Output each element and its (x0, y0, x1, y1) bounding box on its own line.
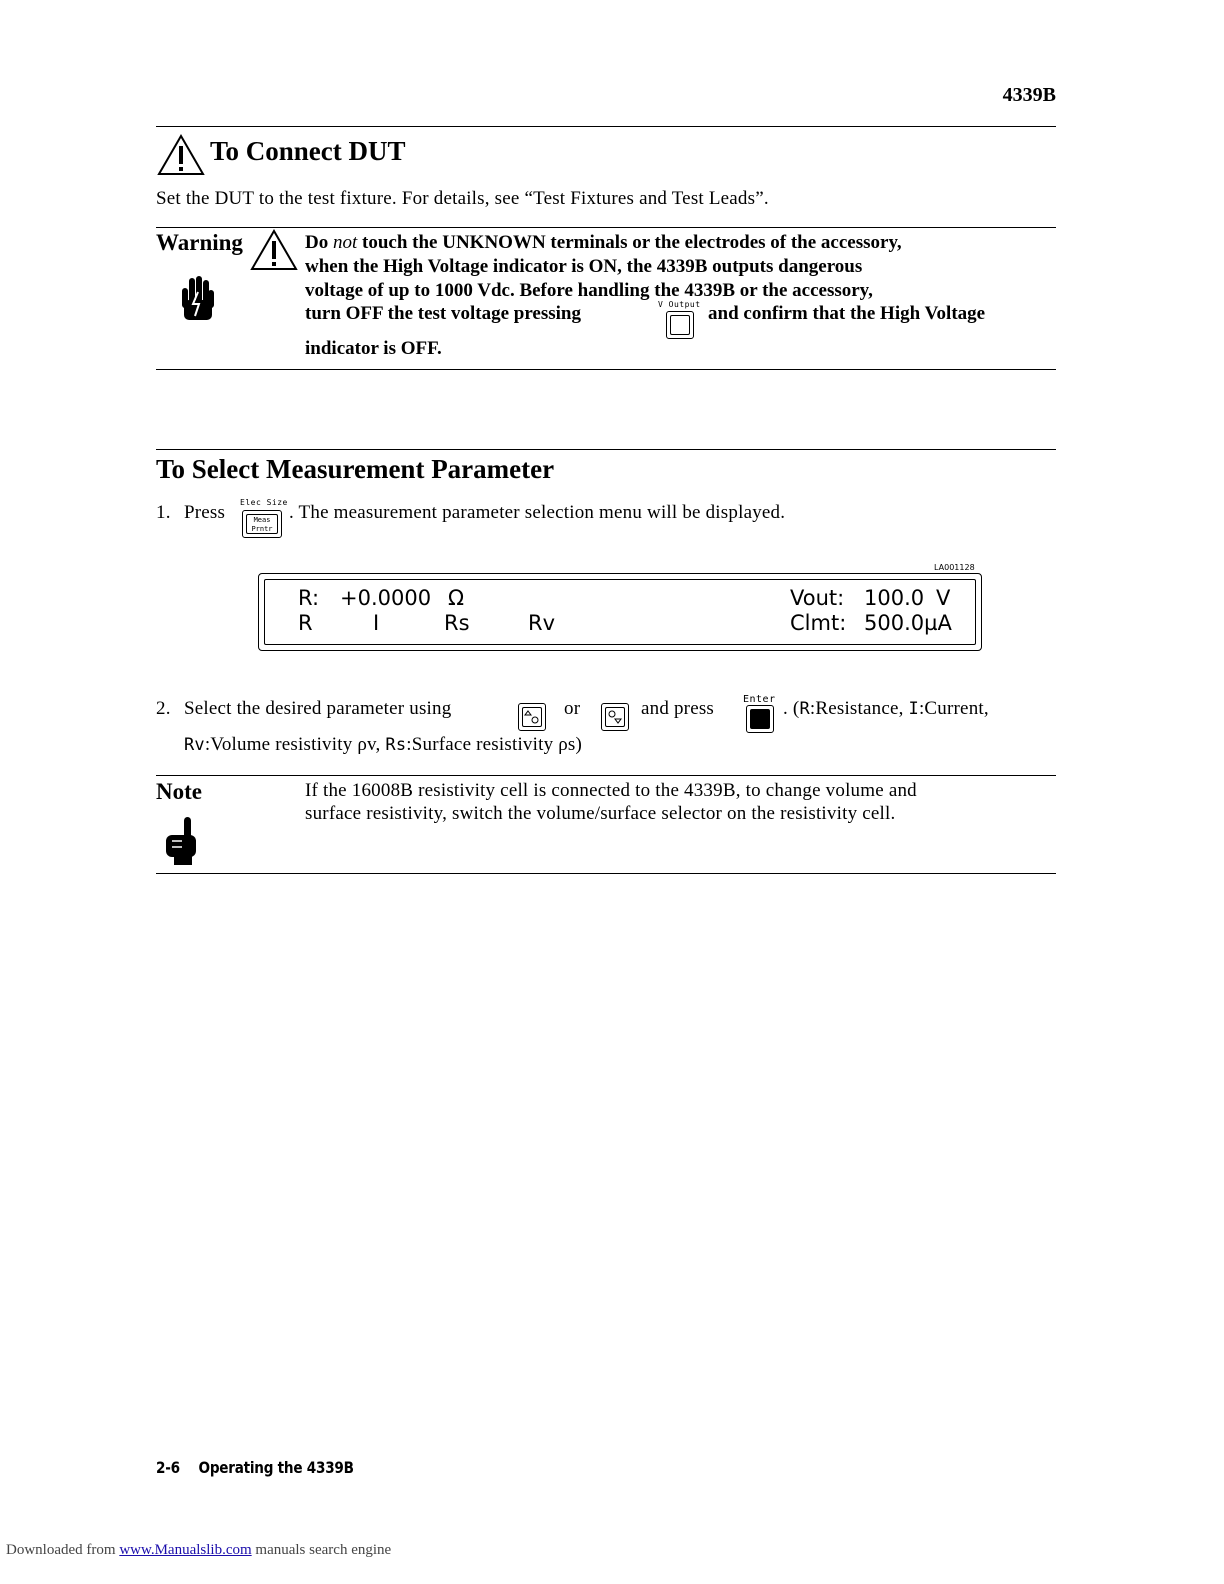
lcd-clmt-value: 500.0µA (864, 611, 952, 635)
cursor-down-key[interactable] (601, 703, 631, 733)
divider (156, 126, 1056, 127)
step-2-number: 2. (156, 698, 171, 719)
lcd-vout-unit: V (936, 586, 951, 610)
stop-hand-icon (180, 274, 216, 324)
lcd-r-label: R: (298, 586, 320, 610)
v-output-key[interactable] (658, 300, 702, 340)
meas-key-line1: Meas (253, 516, 271, 524)
page-number: 2-6 (156, 1458, 180, 1477)
warning-line-4a: turn OFF the test voltage pressing (305, 303, 582, 324)
section-title-connect-dut: To Connect DUT (210, 136, 406, 166)
step-2-definitions-2: Rv:Volume resistivity ρv, Rs:Surface resistivity ρs) (184, 734, 583, 755)
note-label: Note (156, 779, 202, 804)
page-footer (156, 1458, 354, 1477)
lcd-r-value: +0.0000 (340, 586, 432, 610)
manualslib-link[interactable]: www.Manualslib.com (119, 1542, 252, 1558)
warning-triangle-icon (250, 229, 298, 271)
meas-prntr-key[interactable] (238, 498, 286, 540)
section-body-connect-dut: Set the DUT to the test fixture. For details, see “Test Fixtures and Test Leads”. (156, 188, 769, 209)
step-1-text: . The measurement parameter selection menu will be displayed. (289, 502, 786, 523)
lcd-param-rv: Rv (528, 611, 556, 635)
warning-line-4b: and confirm that the High Voltage (708, 303, 986, 324)
v-output-key-label: V Output (658, 300, 701, 309)
lcd-clmt-label: Clmt: (790, 611, 847, 635)
step-2-text-b: and press (641, 698, 715, 719)
section-title-select-parameter: To Select Measurement Parameter (156, 454, 555, 484)
warning-line-2: when the High Voltage indicator is ON, the 4339B outputs dangerous (305, 256, 863, 277)
warning-label: Warning (156, 230, 243, 255)
pointing-hand-icon (164, 815, 200, 867)
lcd-param-i: I (373, 611, 380, 635)
step-1-press: Press (184, 502, 226, 523)
step-2-definitions-1: . (R:Resistance, I:Current, (783, 698, 989, 719)
download-notice: Downloaded from www.Manualslib.com manuals search engine (6, 1542, 392, 1558)
step-1-number: 1. (156, 502, 171, 523)
meas-key-line2: Prntr (251, 525, 273, 533)
meas-key-top-label: Elec Size (240, 498, 288, 507)
enter-key[interactable] (741, 694, 781, 736)
up-arrow-icon (523, 709, 541, 725)
down-arrow-icon (606, 709, 624, 725)
warning-line-3: voltage of up to 1000 Vdc. Before handling the 4339B or the accessory, (305, 280, 873, 301)
note-line-1: If the 16008B resistivity cell is connected to the 4339B, to change volume and (305, 780, 917, 801)
model-header: 4339B (1002, 84, 1056, 106)
note-line-2: surface resistivity, switch the volume/surface selector on the resistivity cell. (305, 803, 896, 824)
divider (156, 227, 1056, 228)
lcd-vout-value: 100.0 (864, 586, 925, 610)
lcd-vout-label: Vout: (790, 586, 845, 610)
divider (156, 369, 1056, 370)
divider (156, 873, 1056, 874)
chapter-title: Operating the 4339B (198, 1458, 354, 1477)
enter-key-label: Enter (743, 694, 776, 705)
cursor-up-key[interactable] (518, 703, 548, 733)
step-2-text-a: Select the desired parameter using (184, 698, 452, 719)
lcd-r-unit: Ω (448, 586, 465, 610)
caution-triangle-icon (157, 134, 205, 176)
divider (156, 775, 1056, 776)
divider (156, 449, 1056, 450)
step-2-or: or (564, 698, 581, 719)
warning-line-5: indicator is OFF. (305, 338, 442, 359)
figure-id: LA001128 (934, 563, 975, 572)
warning-line-1: Do not touch the UNKNOWN terminals or the electrodes of the accessory, (305, 232, 902, 253)
lcd-param-rs: Rs (444, 611, 470, 635)
lcd-param-r: R (298, 611, 313, 635)
